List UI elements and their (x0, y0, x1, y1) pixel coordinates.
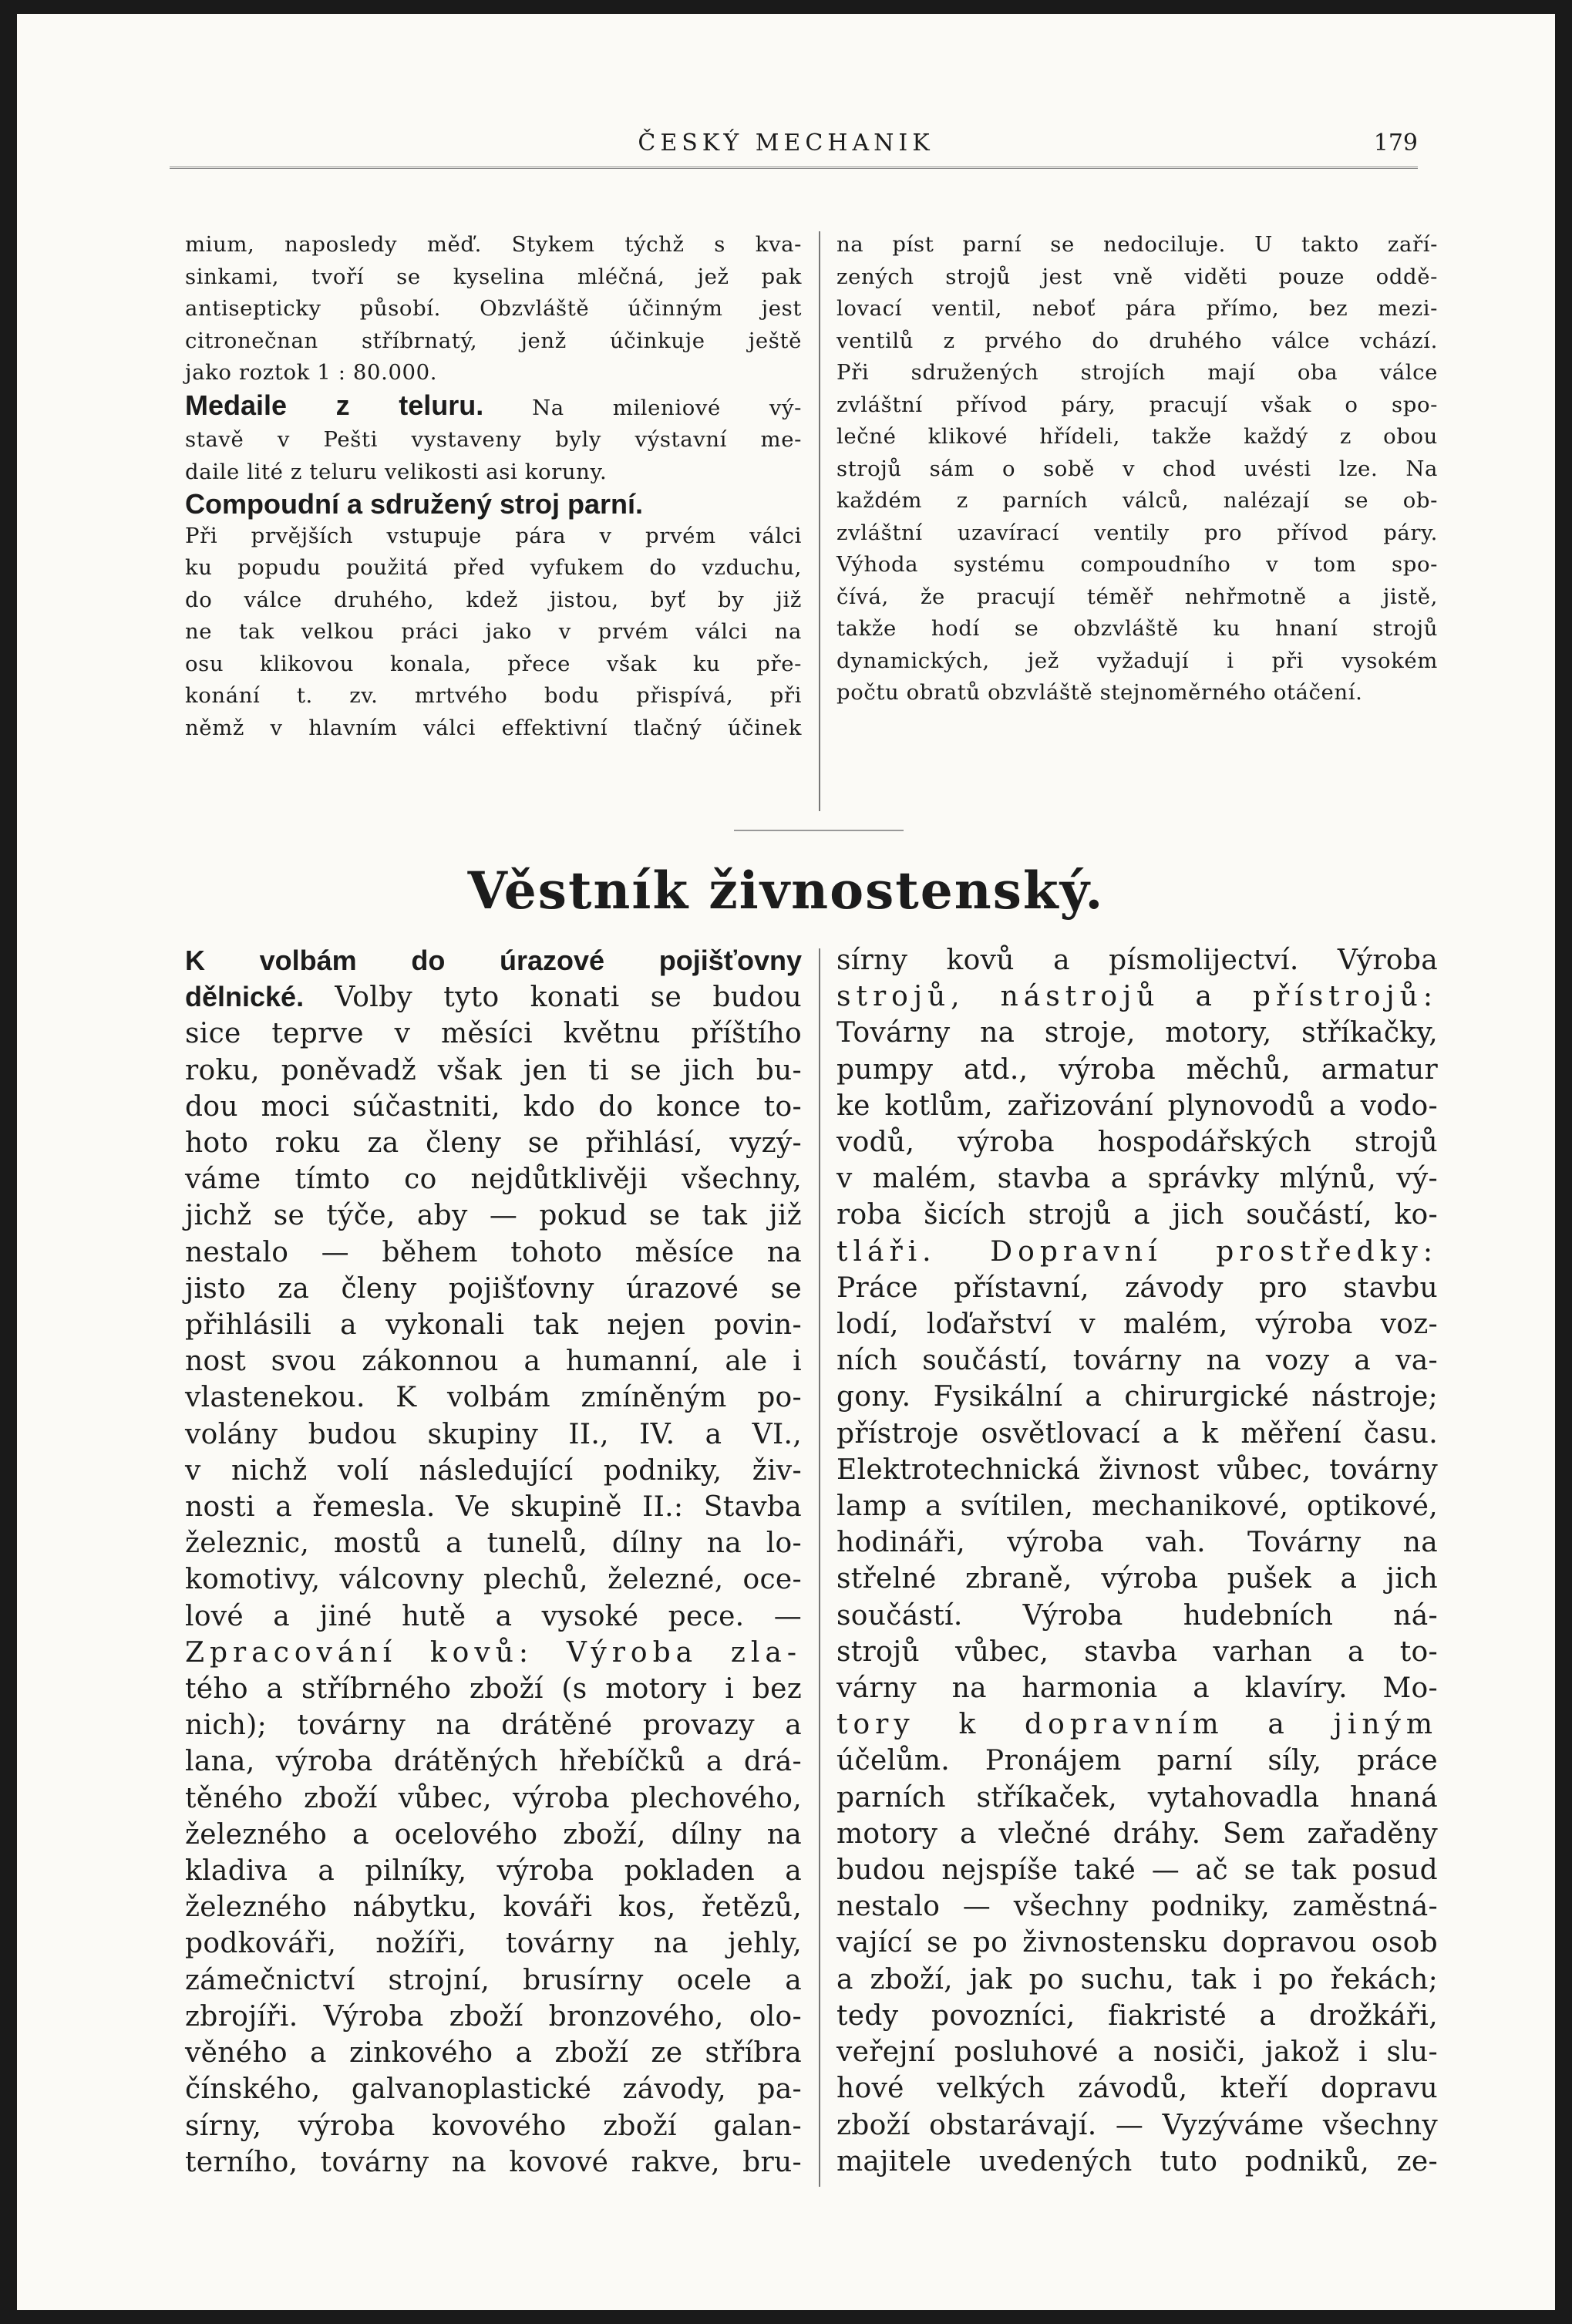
text-line: přihlásili a vykonali tak nejen povin- (185, 1309, 802, 1342)
text-line: jisto za členy pojišťovny úrazové se (185, 1272, 802, 1305)
text-line: mium, naposledy měď. Stykem týchž s kva- (185, 232, 802, 257)
text-line: Továrny na stroje, motory, stříkačky, (836, 1017, 1438, 1049)
text-line: železného nábytku, kováři kos, řetězů, (185, 1891, 802, 1924)
text-line: Zpracování kovů: Výroba zla- (185, 1636, 802, 1669)
text-line: vlastenekou. K volbám zmíněným po- (185, 1382, 802, 1414)
text-line: dělnické. Volby tyto konati se budou (185, 981, 802, 1014)
text-line: stavě v Pešti vystaveny byly výstavní me- (185, 427, 802, 452)
text-line: Elektrotechnická živnost vůbec, továrny (836, 1453, 1438, 1486)
text-line: zvláštní přívod páry, pracují však o spo- (836, 392, 1438, 417)
text-line: strojů vůbec, stavba varhan a to- (836, 1635, 1438, 1668)
text-line: parních stříkaček, vytahovadla hnaná (836, 1781, 1438, 1814)
text-line: železného a ocelového zboží, dílny na (185, 1818, 802, 1851)
text-line: sinkami, tvoří se kyselina mléčná, jež pak (185, 264, 802, 289)
text-line: věného a zinkového a zboží ze stříbra (185, 2037, 802, 2070)
text-line: Při sdružených strojích mají oba válce (836, 360, 1438, 385)
text-line: ke kotlům, zařizování plynovodů a vodo- (836, 1090, 1438, 1122)
text-line: sírny kovů a písmolijectví. Výroba (836, 945, 1438, 976)
column-divider (819, 948, 820, 2187)
text-line: gony. Fysikální a chirurgické nástroje; (836, 1381, 1438, 1413)
text-line: nosti a řemesla. Ve skupině II.: Stavba (185, 1491, 802, 1524)
text-line: zboží obstarávají. — Vyzýváme všechny (836, 2109, 1438, 2141)
text-line: ních součástí, továrny na vozy a va- (836, 1345, 1438, 1377)
text-line: roba šicích strojů a jich součástí, ko- (836, 1199, 1438, 1231)
text-line: na píst parní se nedociluje. U takto zaří- (836, 232, 1438, 257)
text-line: sice teprve v měsíci květnu příštího (185, 1018, 802, 1050)
text-line: sírny, výroba kovového zboží galan- (185, 2110, 802, 2142)
text-line: lana, výroba drátěných hřebíčků a drá- (185, 1746, 802, 1778)
section-rule (734, 830, 904, 831)
text-line: jako roztok 1 : 80.000. (185, 360, 438, 385)
text-line: strojů, nástrojů a přístrojů: (836, 981, 1438, 1013)
text-line: čívá, že pracují téměř nehřmotně a jistě, (836, 584, 1438, 609)
text-line: ne tak velkou práci jako v prvém válci na (185, 619, 802, 644)
text-line: volány budou skupiny II., IV. a VI., (185, 1418, 802, 1450)
header-rule (170, 167, 1418, 169)
text-line: v nichž volí následující podniky, živ- (185, 1454, 802, 1487)
text-line: nost svou zákonnou a humanní, ale i (185, 1346, 802, 1378)
text-line: přístroje osvětlovací a k měření času. (836, 1417, 1438, 1450)
text-line: lové a jiné hutě a vysoké pece. — (185, 1600, 802, 1632)
text-line: každém z parních válců, nalézají se ob- (836, 488, 1438, 513)
text-line: nich); továrny na drátěné provazy a (185, 1709, 802, 1742)
text-line: ku popudu použitá před vyfukem do vzduchu, (185, 555, 802, 580)
text-line: Výhoda systému compoudního v tom spo- (836, 552, 1438, 577)
text-line: střelné zbraně, výroba pušek a jich (836, 1563, 1438, 1595)
text-line: dou moci súčastniti, kdo do konce to- (185, 1090, 802, 1123)
text-line: tedy povozníci, fiakristé a drožkáři, (836, 1999, 1438, 2032)
text-line: zených strojů jest vně viděti pouze oddě- (836, 264, 1438, 289)
text-line: ventilů z prvého do druhého válce vchází. (836, 328, 1438, 353)
text-line: Při prvějších vstupuje pára v prvém válci (185, 523, 802, 548)
text-line: čínského, galvanoplastické závody, pa- (185, 2073, 802, 2106)
top-right-column (836, 229, 1438, 709)
text-line: kladiva a pilníky, výroba pokladen a (185, 1855, 802, 1888)
bottom-right-column (836, 942, 1438, 2180)
text-line: váme tímto co nejdůtklivěji všechny, (185, 1164, 802, 1196)
section-title: Věstník živnostenský. (467, 861, 1105, 921)
text-line: počtu obratů obzvláště stejnoměrného otáčení. (836, 680, 1363, 705)
text-line: tory k dopravním a jiným (836, 1709, 1438, 1741)
page-number: 179 (1373, 130, 1418, 157)
text-line: a zboží, jak po suchu, tak i po řekách; (836, 1963, 1438, 1996)
column-divider (819, 231, 820, 811)
text-line: v malém, stavba a správky mlýnů, vý- (836, 1163, 1438, 1195)
article-heading: Medaile z teluru. (185, 389, 484, 421)
text-line: do válce druhého, kdež jistou, byť by již (185, 587, 802, 612)
text-line: komotivy, válcovny plechů, železné, oce- (185, 1564, 802, 1596)
text-line: vodů, výroba hospodářských strojů (836, 1127, 1438, 1159)
text-line: motory a vlečné dráhy. Sem zařaděny (836, 1817, 1438, 1850)
text-line: veřejní posluhové a nosiči, jakož i slu- (836, 2036, 1438, 2069)
text-line: podkováři, nožíři, továrny na jehly, (185, 1928, 802, 1960)
text-line: těného zboží vůbec, výroba plechového, (185, 1782, 802, 1814)
text-line: hové velkých závodů, kteří dopravu (836, 2073, 1438, 2105)
text-line: citronečnan stříbrnatý, jenž účinkuje ještě (185, 328, 802, 353)
text-line: lamp a svítilen, mechanikové, optikové, (836, 1490, 1438, 1523)
text-line: strojů sám o sobě v chod uvésti lze. Na (836, 456, 1438, 481)
text-line: terního, továrny na kovové rakve, bru- (185, 2146, 802, 2178)
text-line: várny na harmonia a klavíry. Mo- (836, 1672, 1438, 1705)
text-line: pumpy atd., výroba měchů, armatur (836, 1053, 1438, 1086)
text-line: jichž se týče, aby — pokud se tak již (185, 1200, 802, 1232)
text-line: majitele uvedených tuto podniků, ze- (836, 2145, 1438, 2177)
text-line: hoto roku za členy se přihlásí, vyzý- (185, 1127, 802, 1160)
text-line: tláři. Dopravní prostředky: (836, 1235, 1438, 1268)
top-left-column (185, 229, 802, 744)
text-line: vající se po živnostensku dopravou osob (836, 1927, 1438, 1959)
text-line: Práce přístavní, závody pro stavbu (836, 1271, 1438, 1304)
text-line: roku, poněvadž však jen ti se jich bu- (185, 1054, 802, 1086)
text-line: nestalo — během tohoto měsíce na (185, 1236, 802, 1268)
scanned-page (17, 14, 1555, 2310)
text-line: lečné klikové hřídeli, takže každý z obou (836, 424, 1438, 449)
text-line: součástí. Výroba hudebních ná- (836, 1599, 1438, 1632)
text-line: zámečnictví strojní, brusírny ocele a (185, 1964, 802, 1996)
text-line: zbrojíři. Výroba zboží bronzového, olo- (185, 2000, 802, 2033)
text-line: lodí, loďařství v malém, výroba voz- (836, 1309, 1438, 1341)
text-line: železnic, mostů a tunelů, dílny na lo- (185, 1527, 802, 1560)
text-line: dynamických, jež vyžadují i při vysokém (836, 648, 1438, 673)
text-line: zvláštní uzavírací ventily pro přívod páry. (836, 520, 1438, 545)
article-heading: dělnické. (185, 981, 305, 1013)
text-line: daile lité z teluru velikosti asi koruny. (185, 459, 608, 484)
text-line: antisepticky působí. Obzvláště účinným jest (185, 296, 802, 321)
text-line: lovací ventil, neboť pára přímo, bez mezi- (836, 296, 1438, 321)
text-line: nestalo — všechny podniky, zaměstná- (836, 1891, 1438, 1923)
text-line: takže hodí se obzvláště ku hnaní strojů (836, 616, 1438, 641)
text-line: účelům. Pronájem parní síly, práce (836, 1745, 1438, 1777)
text-line: budou nejspíše také — ač se tak posud (836, 1854, 1438, 1887)
article-heading: Compoudní a sdružený stroj parní. (185, 488, 644, 520)
text-line: němž v hlavním válci effektivní tlačný účinek (185, 715, 802, 740)
bottom-left-column (185, 942, 802, 2181)
running-header-title: ČESKÝ MECHANIK (638, 130, 934, 157)
text-line: konání t. zv. mrtvého bodu přispívá, při (185, 683, 802, 708)
text-line: Medaile z teluru. Na mileniové vý- (185, 389, 803, 421)
text-line: hodináři, výroba vah. Továrny na (836, 1527, 1438, 1559)
text-line: osu klikovou konala, přece však ku pře- (185, 651, 802, 676)
article-heading: K volbám do úrazové pojišťovny (185, 945, 802, 976)
text-line: tého a stříbrného zboží (s motory i bez (185, 1673, 802, 1706)
